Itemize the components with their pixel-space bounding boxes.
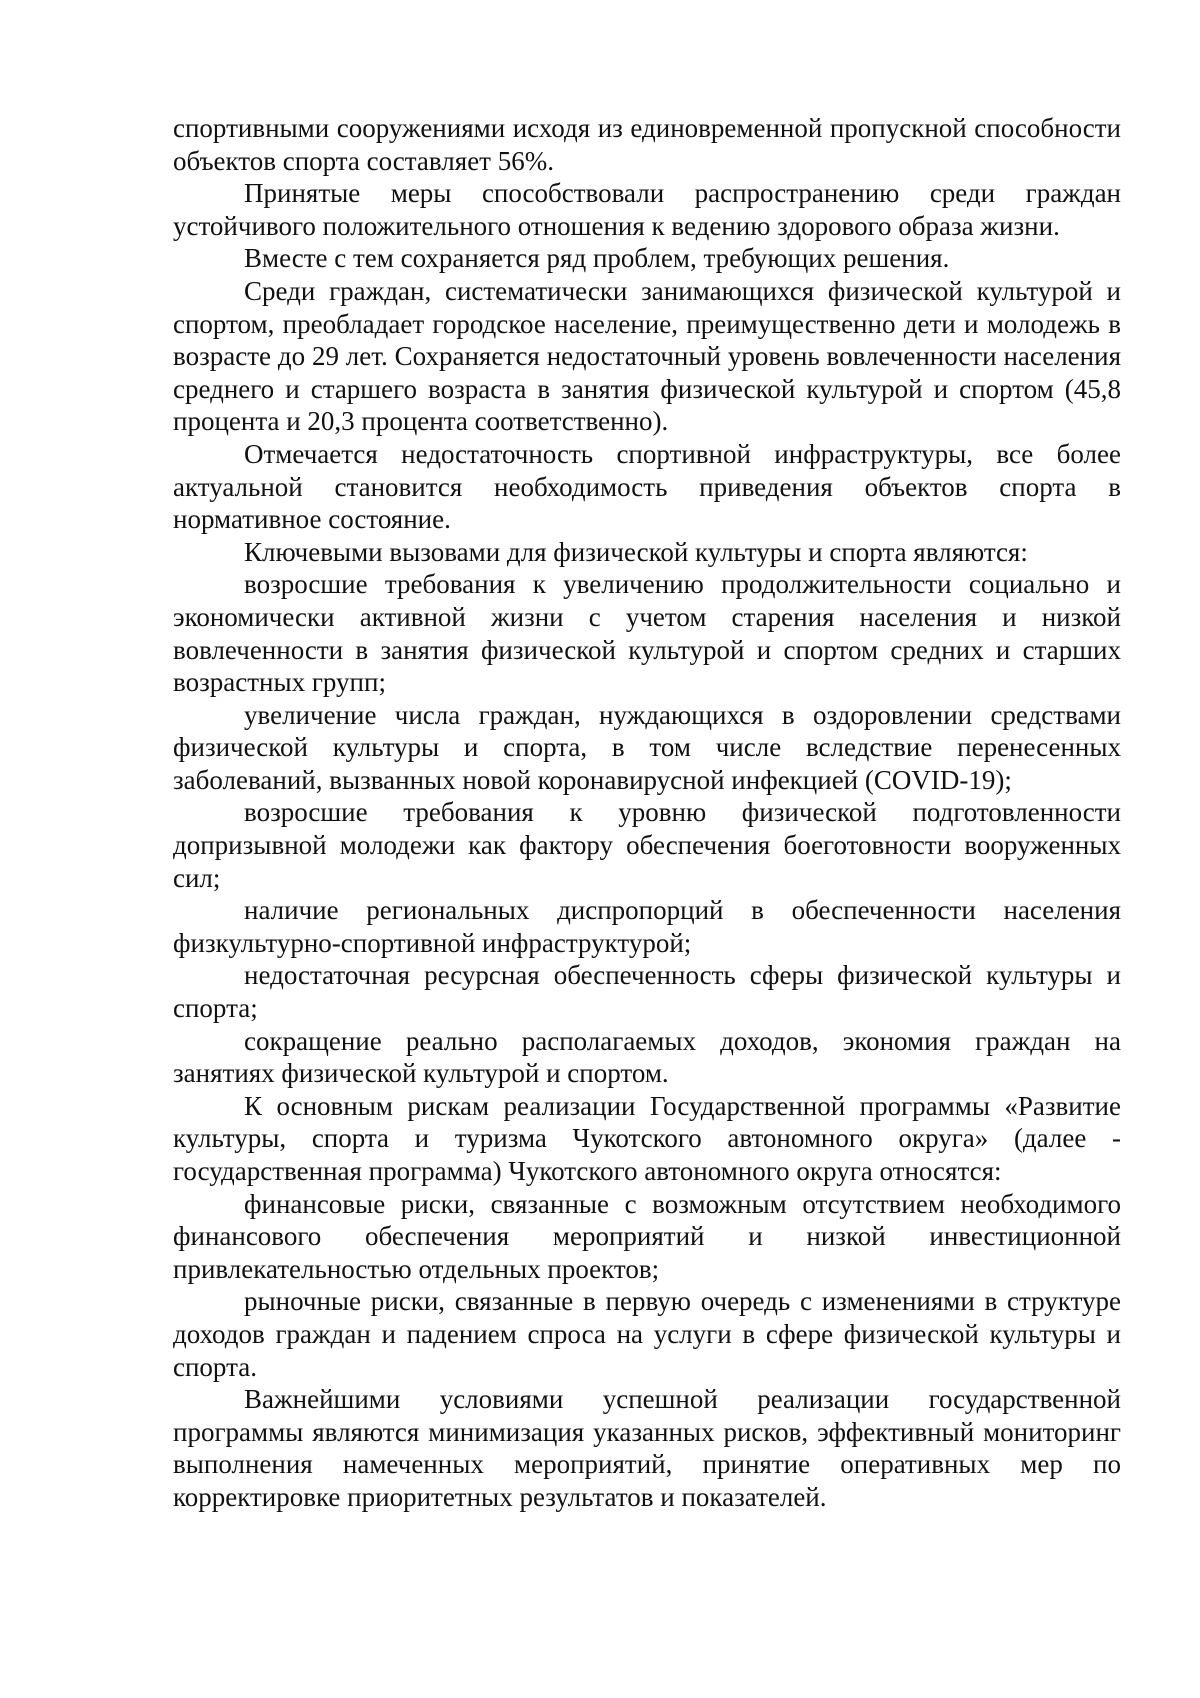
- list-item-challenge-6: сокращение реально располагаемых доходов, экономия граждан на занятиях физической культурой и спортом.: [173, 1025, 1121, 1089]
- list-item-challenge-2: увеличение числа граждан, нуждающихся в оздоровлении средствами физической культуры и спорта, в том числе вследствие перенесенных заболеваний, вызванных новой коронавирусной инфекцией (COVID-19);: [173, 699, 1121, 795]
- paragraph-continuation: спортивными сооружениями исходя из единовременной пропускной способности объектов спорта составляет 56%.: [173, 113, 1121, 176]
- paragraph-challenges-intro: Ключевыми вызовами для физической культуры и спорта являются:: [244, 536, 1028, 567]
- list-item-challenge-5: недостаточная ресурсная обеспеченность сферы физической культуры и спорта;: [173, 960, 1121, 1024]
- list-item-challenge-1: возросшие требования к увеличению продолжительности социально и экономически активной жизни с учетом старения населения и низкой вовлеченности в занятия физической культурой и спортом средних и старших возрастных групп;: [173, 569, 1121, 698]
- list-item-risk-market: рыночные риски, связанные в первую очередь с изменениями в структуре доходов граждан и падением спроса на услуги в сфере физической культуры и спорта.: [173, 1286, 1121, 1382]
- document-page: [173, 112, 1121, 1514]
- paragraph-infrastructure: Отмечается недостаточность спортивной инфраструктуры, все более актуальной становится необходимость приведения объектов спорта в нормативное состояние.: [173, 438, 1121, 535]
- list-item-challenge-3: возросшие требования к уровню физической подготовленности допризывной молодежи как фактору обеспечения боеготовности вооруженных сил;: [173, 797, 1121, 893]
- paragraph-measures: Принятые меры способствовали распространению среди граждан устойчивого положительного отношения к ведению здорового образа жизни.: [173, 178, 1121, 241]
- paragraph-risks-intro: К основным рискам реализации Государственной программы «Развитие культуры, спорта и туризма Чукотского автономного округа» (далее - государственная программа) Чукотского автономного округа относятся:: [173, 1090, 1121, 1186]
- paragraph-conditions: Важнейшими условиями успешной реализации государственной программы являются минимизация указанных рисков, эффективный мониторинг выполнения намеченных мероприятий, принятие оперативных мер по корректировке приоритетных результатов и показателей.: [173, 1384, 1121, 1512]
- list-item-challenge-4: наличие региональных диспропорций в обеспеченности населения физкультурно-спортивной инфраструктурой;: [173, 895, 1121, 958]
- paragraph-citizens: Среди граждан, систематически занимающихся физической культурой и спортом, преобладает городское население, преимущественно дети и молодежь в возрасте до 29 лет. Сохраняется недостаточный уровень вовлеченности населения среднего и старшего возраста в занятия физической культурой и спортом (45,8 процента и 20,3 процента соответственно).: [173, 275, 1121, 437]
- list-item-risk-financial: финансовые риски, связанные с возможным отсутствием необходимого финансового обеспечения мероприятий и низкой инвестиционной привлекательностью отдельных проектов;: [173, 1188, 1121, 1284]
- paragraph-problems-intro: Вместе с тем сохраняется ряд проблем, требующих решения.: [244, 243, 950, 274]
